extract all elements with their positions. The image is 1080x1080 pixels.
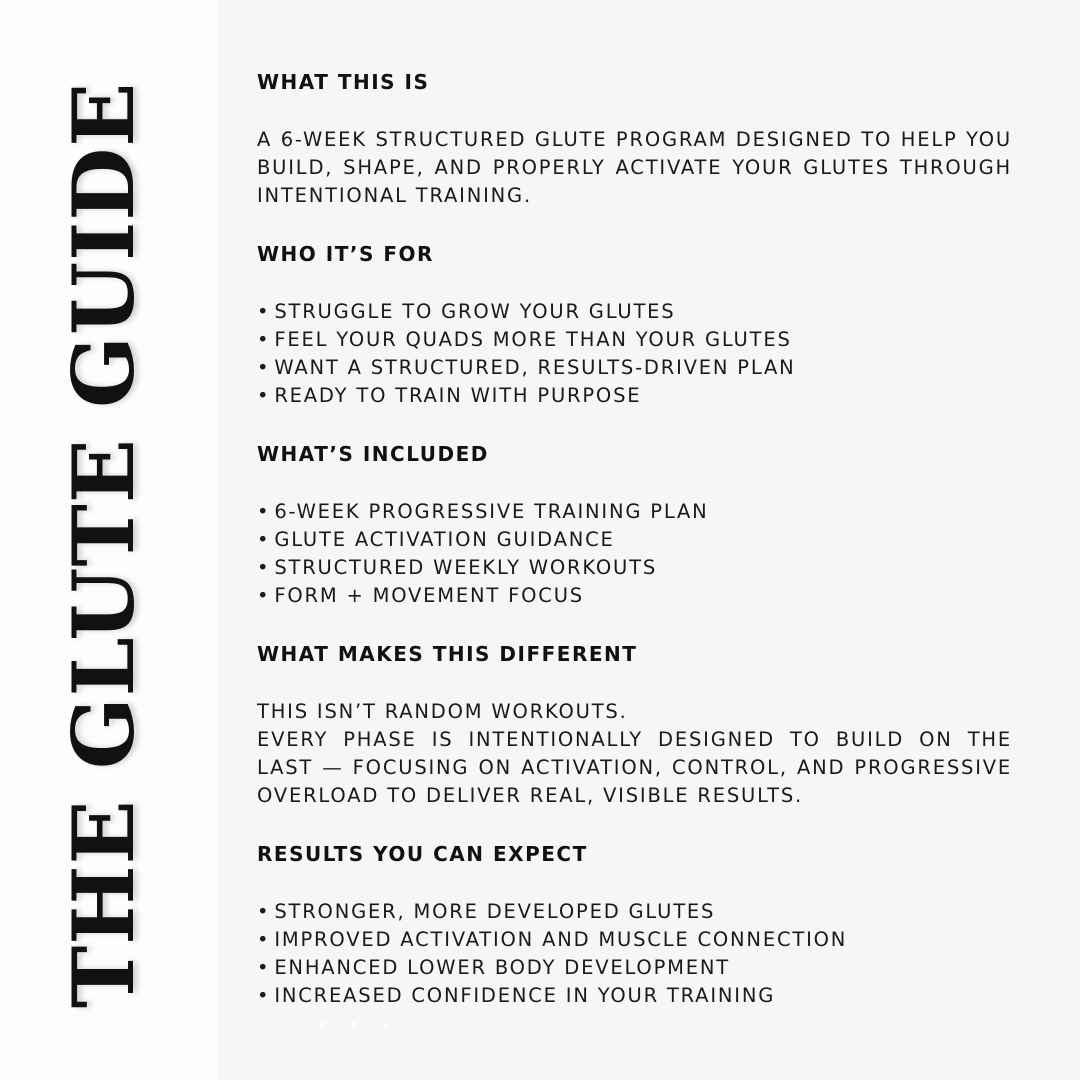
list-item: • GLUTE ACTIVATION GUIDANCE bbox=[257, 528, 615, 551]
list-item: • STRONGER, MORE DEVELOPED GLUTES bbox=[257, 900, 716, 923]
bullet-icon: • bbox=[257, 928, 271, 951]
bullet-icon: • bbox=[257, 528, 271, 551]
dot bbox=[382, 1022, 387, 1027]
list-item: • INCREASED CONFIDENCE IN YOUR TRAINING bbox=[257, 984, 776, 1007]
bullet-icon: • bbox=[257, 584, 271, 607]
dot bbox=[351, 1022, 356, 1027]
left-panel bbox=[0, 0, 218, 1080]
section-what-this-is bbox=[257, 68, 1012, 210]
dot bbox=[46, 68, 51, 73]
list-item: • IMPROVED ACTIVATION AND MUSCLE CONNECTION bbox=[257, 928, 848, 951]
list-item: • FORM + MOVEMENT FOCUS bbox=[257, 584, 584, 607]
section-paragraph: A 6-WEEK STRUCTURED GLUTE PROGRAM DESIGNED TO HELP YOU BUILD, SHAPE, AND PROPERLY ACTIVATE YOUR GLUTES THROUGH INTENTIONAL TRAINING. bbox=[257, 128, 1012, 207]
section-who-its-for bbox=[257, 240, 1012, 410]
bullet-icon: • bbox=[257, 900, 271, 923]
bullet-icon: • bbox=[257, 300, 271, 323]
bullet-icon: • bbox=[257, 984, 271, 1007]
bullet-list bbox=[257, 898, 1012, 1010]
section-paragraph: EVERY PHASE IS INTENTIONALLY DESIGNED TO BUILD ON THE LAST — FOCUSING ON ACTIVATION, CONTROL, AND PROGRESSIVE OVERLOAD TO DELIVER REAL, VISIBLE RESULTS. bbox=[257, 728, 1012, 807]
bullet-icon: • bbox=[257, 384, 271, 407]
dot bbox=[14, 68, 19, 73]
section-whats-included bbox=[257, 440, 1012, 610]
section-paragraph-lead: THIS ISN’T RANDOM WORKOUTS. bbox=[257, 700, 628, 723]
section-heading: WHAT THIS IS bbox=[257, 70, 430, 94]
list-item: • WANT A STRUCTURED, RESULTS-DRIVEN PLAN bbox=[257, 356, 796, 379]
decorative-dot-grid bbox=[14, 36, 52, 138]
section-heading: RESULTS YOU CAN EXPECT bbox=[257, 842, 588, 866]
section-what-makes-different bbox=[257, 640, 1012, 810]
dot bbox=[14, 36, 19, 41]
section-results bbox=[257, 840, 1012, 1010]
decorative-dot-row bbox=[320, 1022, 387, 1027]
content-column bbox=[257, 68, 1012, 1040]
section-heading: WHO IT’S FOR bbox=[257, 242, 434, 266]
list-item: • STRUCTURED WEEKLY WORKOUTS bbox=[257, 556, 658, 579]
bullet-icon: • bbox=[257, 356, 271, 379]
dot bbox=[320, 1022, 325, 1027]
dot bbox=[14, 132, 19, 137]
list-item: • READY TO TRAIN WITH PURPOSE bbox=[257, 384, 642, 407]
bullet-icon: • bbox=[257, 500, 271, 523]
bullet-icon: • bbox=[257, 956, 271, 979]
bullet-icon: • bbox=[257, 556, 271, 579]
dot bbox=[14, 100, 19, 105]
dot bbox=[46, 36, 51, 41]
guide-title: THE GLUTE GUIDE bbox=[54, 81, 153, 1009]
bullet-list bbox=[257, 298, 1012, 410]
section-heading: WHAT’S INCLUDED bbox=[257, 442, 489, 466]
section-heading: WHAT MAKES THIS DIFFERENT bbox=[257, 642, 638, 666]
list-item: • STRUGGLE TO GROW YOUR GLUTES bbox=[257, 300, 676, 323]
bullet-list bbox=[257, 498, 1012, 610]
list-item: • 6-WEEK PROGRESSIVE TRAINING PLAN bbox=[257, 500, 709, 523]
bullet-icon: • bbox=[257, 328, 271, 351]
dot bbox=[46, 132, 51, 137]
dot bbox=[46, 100, 51, 105]
list-item: • ENHANCED LOWER BODY DEVELOPMENT bbox=[257, 956, 730, 979]
list-item: • FEEL YOUR QUADS MORE THAN YOUR GLUTES bbox=[257, 328, 792, 351]
